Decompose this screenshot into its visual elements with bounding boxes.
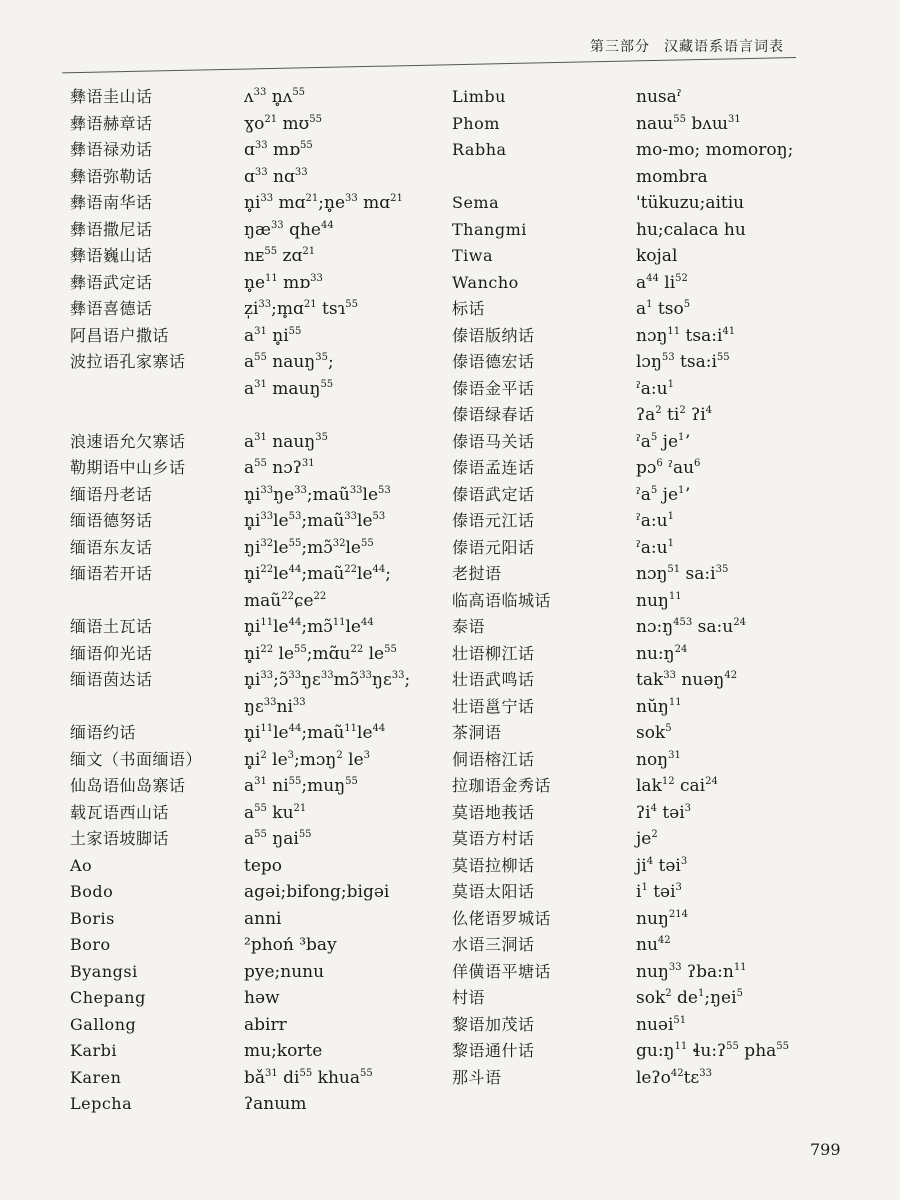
- c4-entry: ʔa$^2$ $ti^2$ ʔi$^4$: [636, 405, 713, 425]
- c3-entry: 临高语临城话: [452, 590, 552, 610]
- c4-entry: nuŋ$^{33}$ $ʔba:n^{11}$: [636, 961, 747, 982]
- column-language-left: [70, 84, 202, 1118]
- c4-entry: hu;calaca hu: [636, 219, 746, 240]
- c1-entry: 彝语赫章话: [70, 113, 153, 133]
- c1-entry: 仙岛语仙岛寨话: [70, 776, 186, 795]
- c3-entry: 傣语马关话: [452, 431, 535, 451]
- c4-entry: leʔo$^{42}$tɛ$^{33}$: [636, 1067, 712, 1088]
- c1-entry: 彝语喜德话: [70, 299, 153, 318]
- c4-entry: lak$^{12}$ cai$^{24}$: [636, 776, 718, 796]
- c3-entry: 莫语太阳话: [452, 882, 535, 901]
- c1-entry: Boro: [70, 935, 111, 954]
- c2-entry: $ŋɛ^{33}ni^{33}$: [244, 696, 306, 717]
- column-form-left: [244, 84, 410, 1118]
- c4-entry: $i^1$ təi$^3$: [636, 882, 682, 902]
- c2-entry: $z̩i^{33};m̥ɑ^{21}$ tsɿ$^{55}$: [244, 299, 358, 319]
- c2-entry: $a^{55}$ nauŋ$^{35}$;: [244, 352, 334, 372]
- c3-entry: [452, 164, 551, 191]
- c1-entry: Karbi: [70, 1041, 117, 1060]
- c1-entry: 浪速语允欠寨话: [70, 431, 186, 451]
- c2-entry: abirr: [244, 1014, 287, 1035]
- c3-entry: 茶洞语: [452, 723, 502, 742]
- c3-entry: 老挝语: [452, 564, 502, 583]
- c4-entry: noŋ$^{31}$: [636, 749, 681, 770]
- c1-entry: 彝语禄劝话: [70, 140, 153, 159]
- c1-entry: 彝语圭山话: [70, 87, 153, 106]
- c3-entry: 那斗语: [452, 1067, 502, 1087]
- c4-entry: $ˀa:u^1$: [636, 511, 674, 531]
- c3-entry: 水语三洞话: [452, 935, 535, 954]
- c3-entry: 壮语邕宁话: [452, 696, 535, 716]
- c1-entry: 彝语弥勒话: [70, 166, 153, 186]
- c2-entry: ɑ$^{33}$ nɑ$^{33}$: [244, 166, 308, 187]
- c4-entry: tak$^{33}$ nuəŋ$^{42}$: [636, 670, 738, 690]
- c4-entry: nŭŋ$^{11}$: [636, 696, 682, 717]
- c3-entry: 傣语德宏话: [452, 352, 535, 371]
- c3-entry: Limbu: [452, 87, 506, 106]
- c2-entry: ²phoń ³bay: [244, 935, 337, 955]
- c2-entry: ɣo$^{21}$ mʊ$^{55}$: [244, 113, 322, 134]
- c4-entry: naɯ$^{55}$ bʌɯ$^{31}$: [636, 113, 741, 134]
- c1-entry: 波拉语孔家寨话: [70, 352, 186, 371]
- c1-entry: 土家语坡脚话: [70, 829, 170, 848]
- c2-entry: $n̥e^{11}$ mɒ$^{33}$: [244, 272, 323, 293]
- c2-entry: $a^{31}$ mauŋ$^{55}$: [244, 378, 334, 399]
- c4-entry: ˀa$^5$ $je^1ʼ$: [636, 484, 690, 505]
- page-number: 799: [810, 1140, 841, 1159]
- c1-entry: Gallong: [70, 1014, 137, 1034]
- c2-entry: maũ$^{22}$ɕe$^{22}$: [244, 590, 327, 611]
- c2-entry: $ŋæ^{33}$ qhe$^{44}$: [244, 219, 334, 240]
- c3-entry: 泰语: [452, 617, 486, 636]
- c1-entry: 缅语约话: [70, 723, 137, 742]
- c2-entry: [244, 402, 410, 429]
- c2-entry: həw: [244, 988, 280, 1008]
- c1-entry: 阿昌语户撒话: [70, 325, 170, 345]
- c1-entry: 缅语丹老话: [70, 484, 153, 504]
- c1-entry: 缅语德努话: [70, 511, 153, 530]
- c2-entry: $n̥i^{33}le^{53};maũ^{33}le^{53}$: [244, 511, 386, 531]
- header-part: 第三部分: [590, 39, 650, 55]
- c4-entry: nusaˀ: [636, 87, 682, 107]
- c2-entry: $n̥i^{22}$ $le^{55};mɑ̃u^{22}$ $le^{55}$: [244, 643, 397, 664]
- c2-entry: anni: [244, 908, 282, 929]
- c2-entry: $a^{55}$ $ku^{21}$: [244, 802, 307, 823]
- c1-entry: Ao: [70, 855, 93, 875]
- c3-entry: 黎语通什话: [452, 1041, 535, 1060]
- c2-entry: $n̥i^{33}$ $mɑ^{21};n̥e^{33}$ mɑ$^{21}$: [244, 193, 403, 213]
- column-language-right: [452, 84, 551, 1091]
- c4-entry: pɔ$^6$ ˀau$^6$: [636, 458, 701, 478]
- running-header: [590, 36, 784, 56]
- c4-entry: ˀa$^5$ $je^1ʼ$: [636, 431, 690, 452]
- c3-entry: 傣语金平话: [452, 378, 535, 398]
- c3-entry: 傣语绿春话: [452, 405, 535, 424]
- c4-entry: $a^1$ tso$^5$: [636, 299, 691, 319]
- c4-entry: sok$^5$: [636, 723, 672, 743]
- c3-entry: 壮语武鸣话: [452, 670, 535, 689]
- c4-entry: $nu:ŋ^{24}$: [636, 643, 688, 664]
- c3-entry: Sema: [452, 193, 500, 212]
- c2-entry: $a^{31}$ $n̥i^{55}$: [244, 325, 302, 346]
- c3-entry: Rabha: [452, 140, 507, 159]
- c2-entry: $a^{31}$ $ni^{55};muŋ^{55}$: [244, 776, 358, 796]
- c4-entry: nuəi$^{51}$: [636, 1014, 687, 1035]
- c1-entry: 缅语茵达话: [70, 670, 153, 689]
- header-rule: [62, 57, 796, 73]
- c4-entry: kojal: [636, 246, 678, 266]
- c4-entry: $a^{44}$ $li^{52}$: [636, 272, 688, 293]
- c2-entry: $a^{55}$ nɔʔ$^{31}$: [244, 458, 315, 478]
- c2-entry: $a^{55}$ ŋai$^{55}$: [244, 829, 312, 849]
- c2-entry: $n̥i^{33};ɔ̃^{33}ŋɛ^{33}mɔ̃^{33}ŋɛ^{33}$;: [244, 670, 411, 690]
- c2-entry: ɑ$^{33}$ mɒ$^{55}$: [244, 140, 313, 160]
- c1-entry: 彝语巍山话: [70, 246, 153, 265]
- c4-entry: mo-mo; momoroŋ;: [636, 140, 794, 160]
- c1-entry: 缅文（书面缅语）: [70, 749, 203, 769]
- c2-entry: pye;nunu: [244, 961, 325, 982]
- c3-entry: Wancho: [452, 272, 519, 292]
- c3-entry: 傣语版纳话: [452, 325, 535, 345]
- c2-entry: ʔanɯm: [244, 1094, 307, 1114]
- c2-entry: $n̥i^{22}le^{44};maũ^{22}le^{44}$;: [244, 564, 391, 584]
- header-title: 汉藏语系语言词表: [664, 39, 784, 55]
- c4-entry: $je^2$: [636, 829, 658, 849]
- c4-entry: nɔŋ$^{51}$ $sa:i^{35}$: [636, 564, 729, 584]
- c2-entry: $bǎ^{31}$ $di^{55}$ khua$^{55}$: [244, 1067, 373, 1088]
- c4-entry: lɔŋ$^{53}$ $tsa:i^{55}$: [636, 352, 730, 372]
- c2-entry: $n̥i^{33}ŋe^{33};maũ^{33}le^{53}$: [244, 484, 391, 505]
- c2-entry: ʌ$^{33}$ n̥ʌ$^{55}$: [244, 87, 306, 107]
- c4-entry: ʔi$^4$ təi$^3$: [636, 802, 692, 823]
- c1-entry: Bodo: [70, 882, 114, 901]
- c4-entry: nuŋ$^{214}$: [636, 908, 688, 929]
- c1-entry: Byangsi: [70, 961, 138, 981]
- c1-entry: 缅语仰光话: [70, 643, 153, 663]
- c4-entry: 'tükuzu;aitiu: [636, 193, 745, 213]
- c3-entry: Thangmi: [452, 219, 527, 239]
- c3-entry: 傣语元阳话: [452, 537, 535, 557]
- c3-entry: 仫佬语罗城话: [452, 908, 552, 928]
- c1-entry: Boris: [70, 908, 115, 928]
- c1-entry: 彝语南华话: [70, 193, 153, 212]
- c4-entry: $ji^4$ təi$^3$: [636, 855, 688, 876]
- c2-entry: $n̥i^{11}le^{44};mɔ̃^{11}le^{44}$: [244, 617, 374, 637]
- c3-entry: 黎语加茂话: [452, 1014, 535, 1034]
- c3-entry: 傣语元江话: [452, 511, 535, 530]
- c2-entry: mu;korte: [244, 1041, 323, 1061]
- c2-entry: $ŋi^{32}le^{55};mɔ̃^{32}le^{55}$: [244, 537, 374, 558]
- c3-entry: 标话: [452, 299, 486, 318]
- column-form-right: [636, 84, 793, 1091]
- c4-entry: $ˀa:u^1$: [636, 378, 674, 399]
- c4-entry: mombra: [636, 166, 708, 187]
- c1-entry: [70, 588, 202, 615]
- c2-entry: tepo: [244, 855, 283, 876]
- c4-entry: $gu:ŋ^{11}$ ɬu:ʔ$^{55}$ pha$^{55}$: [636, 1041, 790, 1061]
- c3-entry: 壮语柳江话: [452, 643, 535, 663]
- c3-entry: 莫语方村话: [452, 829, 535, 848]
- c1-entry: 彝语撒尼话: [70, 219, 153, 239]
- c1-entry: [70, 694, 202, 721]
- c3-entry: 拉珈语金秀话: [452, 776, 552, 795]
- c3-entry: 侗语榕江话: [452, 749, 535, 769]
- c4-entry: $ˀa:u^1$: [636, 537, 674, 558]
- c4-entry: $nu^{42}$: [636, 935, 671, 955]
- c2-entry: $n̥i^2$ $le^3;mɔŋ^2$ $le^3$: [244, 749, 371, 770]
- c1-entry: 缅语东友话: [70, 537, 153, 557]
- c1-entry: [70, 376, 202, 403]
- c2-entry: $n̥i^{11}le^{44};maũ^{11}le^{44}$: [244, 723, 386, 743]
- c1-entry: Karen: [70, 1067, 122, 1087]
- c1-entry: Chepang: [70, 988, 146, 1007]
- c4-entry: nuŋ$^{11}$: [636, 590, 682, 611]
- c1-entry: 勒期语中山乡话: [70, 458, 186, 477]
- c3-entry: Tiwa: [452, 246, 494, 265]
- c4-entry: $nɔ:ŋ^{453}$ $sa:u^{24}$: [636, 617, 746, 637]
- c2-entry: nᴇ$^{55}$ zɑ$^{21}$: [244, 246, 316, 266]
- c1-entry: 缅语土瓦话: [70, 617, 153, 636]
- c3-entry: 傣语孟连话: [452, 458, 535, 477]
- c3-entry: 佯僙语平塘话: [452, 961, 552, 981]
- c4-entry: nɔŋ$^{11}$ $tsa:i^{41}$: [636, 325, 736, 346]
- c3-entry: 傣语武定话: [452, 484, 535, 504]
- c3-entry: 莫语地莪话: [452, 802, 535, 822]
- c3-entry: 村语: [452, 988, 486, 1007]
- c2-entry: agəi;bifong;bigəi: [244, 882, 390, 902]
- c1-entry: 缅语若开话: [70, 564, 153, 583]
- c3-entry: 莫语拉柳话: [452, 855, 535, 875]
- c2-entry: $a^{31}$ nauŋ$^{35}$: [244, 431, 328, 452]
- c1-entry: Lepcha: [70, 1094, 133, 1113]
- c3-entry: Phom: [452, 113, 500, 133]
- c4-entry: sok$^2$ $de^1;ŋei^5$: [636, 988, 743, 1008]
- c1-entry: 载瓦语西山话: [70, 802, 170, 822]
- c1-entry: 彝语武定话: [70, 272, 153, 292]
- c1-entry: [70, 402, 202, 429]
